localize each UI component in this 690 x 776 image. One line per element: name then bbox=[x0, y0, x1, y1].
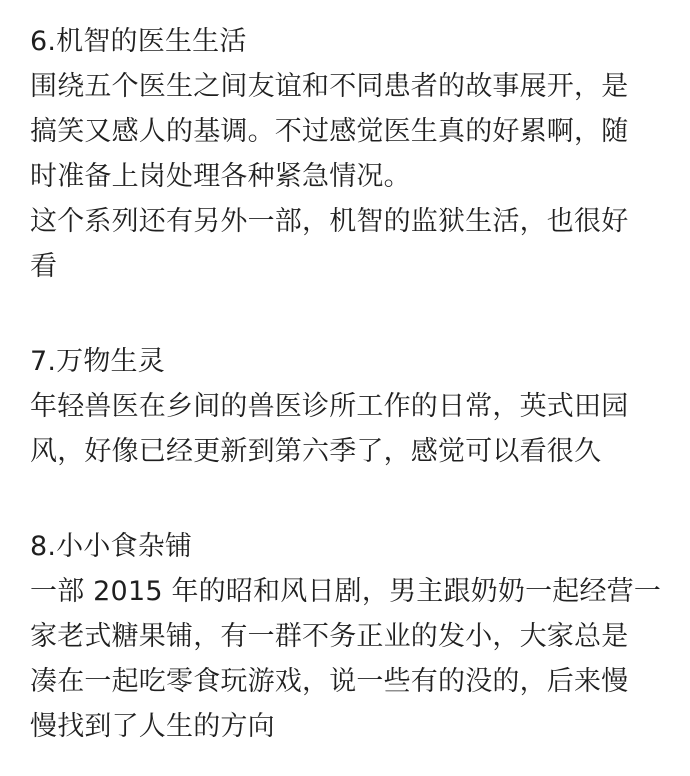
section-title-8: 8.小小食杂铺 bbox=[30, 531, 193, 562]
section-8-line-1: 一部 2015 年的昭和风日剧，男主跟奶奶一起经营一 bbox=[30, 576, 662, 607]
section-6-line-3: 时准备上岗处理各种紧急情况。 bbox=[30, 161, 411, 192]
section-title-6: 6.机智的医生生活 bbox=[30, 26, 247, 57]
section-title-7: 7.万物生灵 bbox=[30, 346, 165, 377]
section-8-line-3: 凑在一起吃零食玩游戏，说一些有的没的，后来慢 bbox=[30, 666, 629, 697]
section-7-line-2: 风，好像已经更新到第六季了，感觉可以看很久 bbox=[30, 436, 602, 467]
section-8-line-4: 慢找到了人生的方向 bbox=[30, 711, 275, 742]
section-7-line-1: 年轻兽医在乡间的兽医诊所工作的日常，英式田园 bbox=[30, 391, 629, 422]
section-8-line-2: 家老式糖果铺，有一群不务正业的发小，大家总是 bbox=[30, 621, 629, 652]
section-6-line-4: 这个系列还有另外一部，机智的监狱生活，也很好 bbox=[30, 206, 629, 237]
section-6-line-5: 看 bbox=[30, 251, 58, 282]
section-6-line-1: 围绕五个医生之间友谊和不同患者的故事展开，是 bbox=[30, 71, 629, 102]
section-6-line-2: 搞笑又感人的基调。不过感觉医生真的好累啊，随 bbox=[30, 116, 629, 147]
